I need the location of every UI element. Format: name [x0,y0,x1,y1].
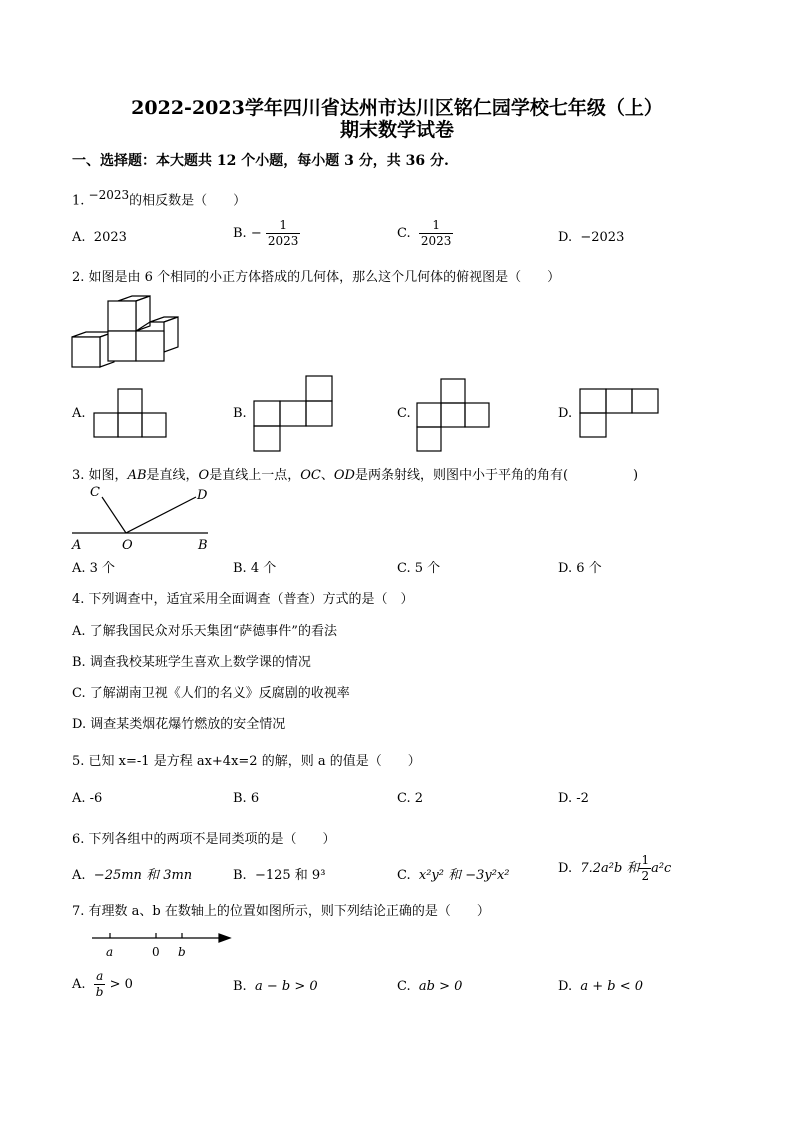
q3-angle-figure [68,482,218,554]
option-label: B. [233,979,247,994]
option-label: A. [72,868,86,883]
option-label: C. [397,979,411,994]
option-label: C. [397,226,411,241]
q5-option-a: A. -6 [72,791,103,806]
q6-option-c [397,864,510,883]
q2-option-a-grid [92,388,170,440]
q7-option-c [397,979,462,994]
q3-option-d: D. 6 个 [558,561,602,576]
axis-label-zero: 0 [152,945,160,959]
q4-option-d: D. 调查某类烟花爆竹燃放的安全情况 [72,717,286,732]
option-expression: x²y² 和 −3y²x² [418,868,510,883]
fraction [639,853,651,884]
question-5: 5. 已知 x=-1 是方程 ax+4x=2 的解，则 a 的值是（ ） [72,754,421,769]
denominator: 2023 [267,234,299,248]
question-7: 7. 有理数 a、b 在数轴上的位置如图所示，则下列结论正确的是（ ） [72,904,490,919]
q7-number-line [88,928,238,962]
q2-option-b-label: B. [233,406,247,421]
option-label: C. [397,868,411,883]
stem-text: 如图， [88,468,128,483]
numerator: 1 [641,853,650,867]
q5-option-c: C. 2 [397,791,424,806]
q4-option-c: C. 了解湖南卫视《人们的名义》反腐剧的收视率 [72,686,350,701]
numerator: 1 [266,218,301,234]
label-c: C [90,485,100,500]
option-expression: −125 和 9³ [254,868,326,883]
option-expression: a + b < 0 [580,979,644,994]
q4-option-b: B. 调查我校某班学生喜欢上数学课的情况 [72,655,311,670]
denominator: 2 [641,869,650,883]
question-2: 2. 如图是由 6 个相同的小正方体搭成的几何体，那么这个几何体的俯视图是（ ） [72,270,561,285]
stem-text: 是直线， [146,468,199,483]
option-label: B. [233,226,247,241]
exam-title: 2022-2023学年四川省达州市达川区铭仁园学校七年级（上） [131,97,663,119]
math-oc: OC [300,468,321,483]
numerator: 1 [419,218,454,234]
q2-option-d-grid [578,388,660,440]
label-a: A [72,538,82,553]
q2-option-b-grid [252,375,336,455]
q5-option-b: B. 6 [233,791,260,806]
stem-text: 是直线上一点， [209,468,301,483]
q2-option-d-label: D. [558,406,573,421]
math-o: O [198,468,210,483]
fraction [419,218,454,249]
question-3 [72,464,638,483]
answer-blank: ) [568,468,639,483]
denominator: 2023 [420,234,452,248]
fraction [266,218,301,249]
question-4: 4. 下列调查中，适宜采用全面调查（普查）方式的是（ ） [72,592,414,607]
label-b: B [198,538,208,553]
option-label: A. [72,977,86,992]
q7-option-d [558,979,643,994]
minus-sign: − [250,226,262,241]
q1-option-a [72,230,127,245]
option-label: B. [233,868,247,883]
option-expression: a²c [651,861,672,876]
q5-option-d: D. -2 [558,791,589,806]
label-o: O [122,538,133,553]
math-od: OD [333,468,355,483]
option-value: 2023 [93,230,127,245]
q2-cube-figure [70,295,185,370]
stem-text: 是两条射线，则图中小于平角的角有( [354,468,569,483]
option-expression: ab > 0 [418,979,463,994]
q1-stem: 的相反数是（ ） [129,193,247,209]
q7-option-b [233,979,318,994]
label-d: D [197,488,208,503]
q1-option-b [233,218,300,249]
q6-option-d [558,853,671,884]
axis-label-b: b [178,945,186,959]
question-1 [72,188,246,208]
q3-option-b: B. 4 个 [233,561,277,576]
q2-option-c-grid [415,378,495,453]
denominator: b [95,985,104,999]
exam-subtitle: 期末数学试卷 [339,119,454,141]
numerator: a [94,969,106,985]
option-expression: a − b > 0 [254,979,318,994]
math-ab: AB [127,468,147,483]
option-value: −2023 [580,230,625,245]
q3-option-c: C. 5 个 [397,561,441,576]
fraction [94,969,106,1000]
q7-option-a [72,969,133,1000]
option-label: D. [558,861,573,876]
axis-label-a: a [106,945,114,959]
stem-text: 、 [320,468,334,483]
section-heading: 一、选择题：本大题共 12 个小题，每小题 3 分，共 36 分. [72,153,449,169]
option-expression: > 0 [109,977,133,992]
q1-expression: −2023 [88,188,130,202]
q3-number: 3. [72,468,85,483]
q2-option-c-label: C. [397,406,411,421]
option-expression: −25mn 和 3mn [93,868,193,883]
q1-option-d [558,230,624,245]
question-6: 6. 下列各组中的两项不是同类项的是（ ） [72,832,336,847]
q2-option-a-label: A. [72,406,86,421]
q6-option-b [233,864,325,883]
option-label: D. [558,230,573,245]
q4-option-a: A. 了解我国民众对乐天集团“萨德事件”的看法 [72,624,337,639]
q1-number: 1. [72,193,85,209]
q1-option-c [397,218,453,249]
q6-option-a [72,864,192,883]
option-label: A. [72,230,86,245]
option-expression: 7.2a²b 和 [580,861,640,876]
option-label: D. [558,979,573,994]
q3-option-a: A. 3 个 [72,561,116,576]
